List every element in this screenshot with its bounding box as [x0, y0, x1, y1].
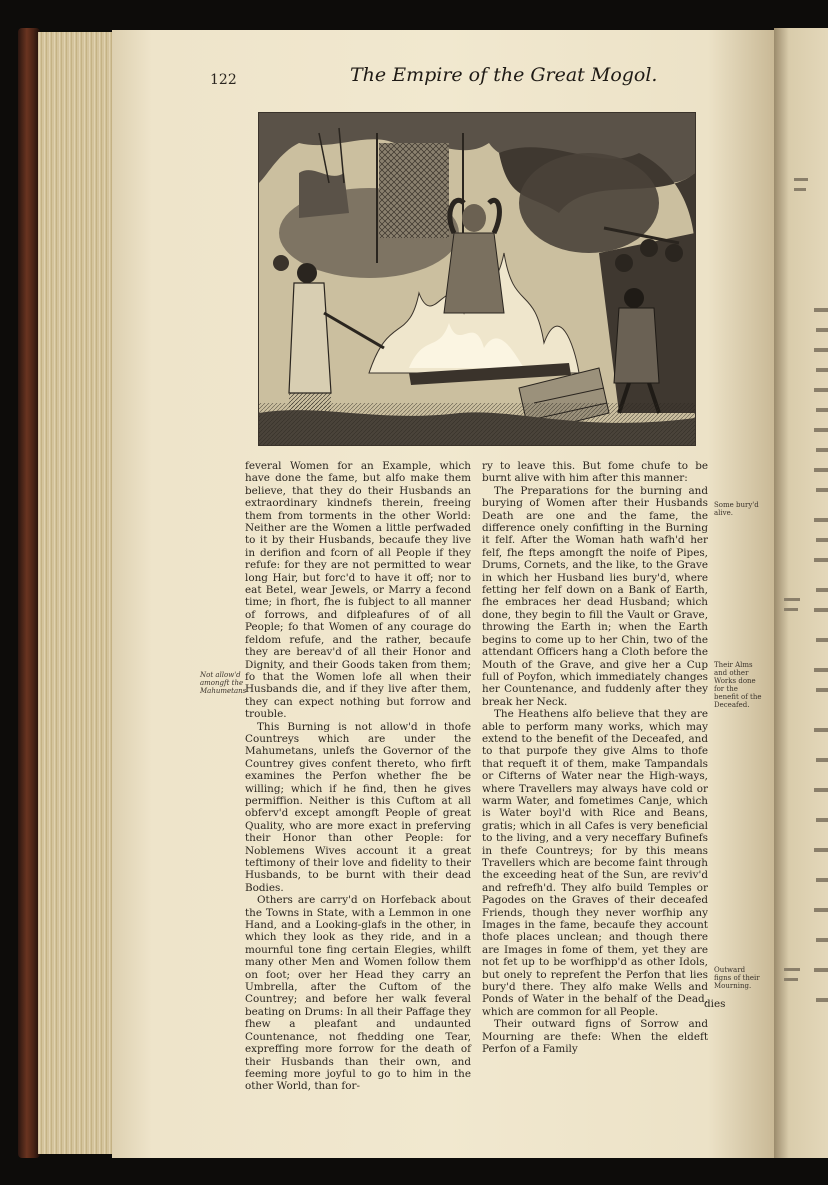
paragraph: The Heathens alfo believe that they are able to perform many works, which may extend to the benefit of the Deceafed, and to that purpofe they give Alms to thofe that requeft it of them, make Tampandals or Cifterns of Water near the High-ways, where Travellers may always have cold or warm Water, and fometimes Canje, which is Water boyl'd with Rice and Beans, gratis; which in all Cafes is very beneficial to the living, and a very neceffary Bufinefs in thefe Countreys; for by this means Travellers which are become faint through the exceeding heat of the Sun, are reviv'd and refrefh'd. They alfo build Temples or Pagodes on the Graves of their deceafed Friends, though they never worfhip any Images in the fame, becaufe they account thofe places unclean; and though there are Images in fome of them, yet they are not fet up to be worfhipp'd as other Idols, but onely to reprefent the Perfon that lies bury'd there. They alfo make Wells and Ponds of Water in the behalf of the Dead, which are common for all People. [482, 708, 708, 1018]
book-spine [18, 28, 40, 1158]
paragraph: Others are carry'd on Horfeback about the Towns in State, with a Lemmon in one Hand, and a Looking-glafs in the other, in which they look as they ride, and in a mournful tone fing certain Elegies, whilft many other Men and Women follow them on foot; over her Head they carry an Umbrella, after the Cuftom of the Countrey; and before her walk feveral beating on Drums: In all their Paffage they fhew a pleafant and undaunted Countenance, not fhedding one Tear, expreffing more forrow for the death of their Husbands than their own, and feeming more joyful to go to him in the other World, than for- [245, 894, 471, 1093]
margin-note-right: Outward figns of their Mourning. [714, 966, 760, 990]
paragraph: The Preparations for the burning and burying of Women after their Husbands Death are one and the fame, the difference onely confifting in the Burning it felf. After the Woman hath wafh'd her felf, fhe fteps amongft the noife of Pipes, Drums, Cornets, and the like, to the Grave in which her Husband lies bury'd, where fetting her felf down on a Bank of Earth, fhe embraces her dead Husband; which done, they begin to fill the Vault or Grave, throwing the Earth in; when the Earth begins to come up to her Chin, two of the attendant Officers hang a Cloth before the Mouth of the Grave, and give her a Cup full of Poyfon, which immediately changes her Countenance, and fuddenly after they break her Neck. [482, 484, 708, 708]
text-column-right [482, 460, 708, 1056]
running-head: The Empire of the Great Mogol. [350, 64, 658, 86]
engraving-illustration [258, 112, 696, 446]
paragraph: This Burning is not allow'd in thofe Countreys which are under the Mahumetans, unlefs the Governor of the Countrey gives confent thereto, who firft examines the Perfon whether fhe be willing; which if he find, then he gives permiffion. Neither is this Cuftom at all obferv'd except amongft People of great Quality, who are more exact in preferving their Honor than other People: for Noblemens Wives account it a great teftimony of their love and fidelity to their Husbands, to be burnt with their dead Bodies. [245, 720, 471, 894]
text-column-left [245, 460, 471, 1093]
page-number: 122 [210, 72, 237, 88]
paragraph: feveral Women for an Example, which have done the fame, but alfo make them believe, that they do their Husbands an extraordinary kindnefs therein, freeing them from torments in the other World: Neither are the Women a little perfwaded to it by their Husbands, becaufe they live in derifion and fcorn of all People if they refufe: for they are not permitted to wear long Hair, but forc'd to have it off; nor to eat Betel, wear Jewels, or Marry a fecond time; in fhort, fhe is fubject to all manner of forrows, and difpleafures of of all People; fo that Women of any courage do feldom refufe, and the rather, becaufe they are bereav'd of all their Honor and Dignity, and their Goods taken from them; fo that the Women lofe all when their Husbands die, and if they live after them, they can expect nothing but forrow and trouble. [245, 460, 471, 721]
page-edges [38, 32, 120, 1154]
margin-note-right: Some bury'd alive. [714, 501, 759, 517]
facing-page-edge [774, 28, 828, 1158]
catchword: dies [704, 998, 726, 1010]
paragraph: Their outward figns of Sorrow and Mourning are thefe: When the eldeft Perfon of a Family [482, 1018, 708, 1056]
margin-note-left: Not allow'd amongft the Mahumetans [200, 671, 247, 695]
facing-page-text-fragments [774, 28, 828, 1158]
book-page [112, 30, 774, 1158]
paragraph: ry to leave this. But fome chufe to be burnt alive with him after this manner: [482, 460, 708, 485]
margin-note-right: Their Alms and other Works done for the benefit of the Deceafed. [714, 661, 762, 709]
